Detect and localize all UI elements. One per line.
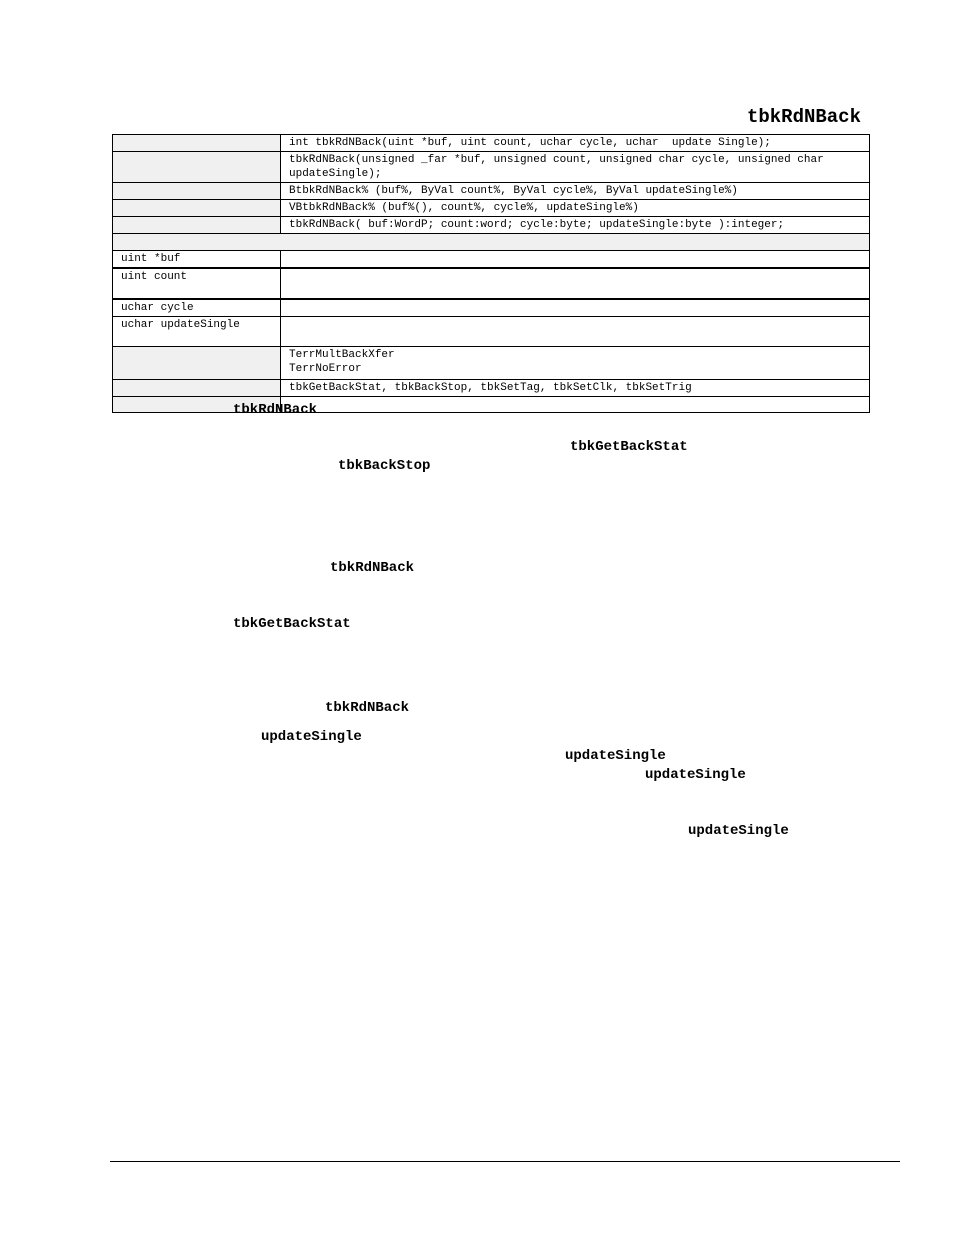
parameter-reference: updateSingle (645, 767, 746, 783)
table-separator-row (113, 234, 870, 251)
param-name: uint count (113, 268, 281, 299)
function-reference-table (112, 134, 870, 413)
row-label (113, 347, 281, 380)
return-value: TerrNoError (289, 363, 362, 375)
function-reference: tbkRdNBack (325, 700, 410, 716)
row-label (113, 217, 281, 234)
function-reference: tbkBackStop (338, 458, 431, 474)
row-label (113, 183, 281, 200)
param-description (281, 251, 870, 269)
return-values (281, 347, 870, 380)
param-description (281, 299, 870, 317)
delphi-prototype: tbkRdNBack( buf:WordP; count:word; cycle:byte; updateSingle:byte ):integer; (281, 217, 870, 234)
param-name: uint *buf (113, 251, 281, 269)
table-row (113, 317, 870, 347)
table-row (113, 183, 870, 200)
table-row (113, 217, 870, 234)
page-title: tbkRdNBack (746, 106, 861, 128)
table-row (113, 299, 870, 317)
table-row (113, 397, 870, 413)
function-reference: tbkGetBackStat (570, 439, 688, 455)
function-reference: tbkRdNBack (233, 402, 318, 418)
param-name: uchar updateSingle (113, 317, 281, 347)
table-row (113, 251, 870, 269)
function-reference: tbkGetBackStat (233, 616, 351, 632)
row-label (113, 200, 281, 217)
pascal-prototype: tbkRdNBack(unsigned _far *buf, unsigned count, unsigned char cycle, unsigned char updateSingle); (281, 152, 870, 183)
empty-cell (281, 397, 870, 413)
table-row (113, 152, 870, 183)
row-label (113, 152, 281, 183)
parameter-reference: updateSingle (261, 729, 362, 745)
param-description (281, 268, 870, 299)
footer-divider (110, 1161, 900, 1162)
parameter-reference: updateSingle (688, 823, 789, 839)
row-label (113, 380, 281, 397)
row-label (113, 135, 281, 152)
function-reference: tbkRdNBack (330, 560, 415, 576)
param-name: uchar cycle (113, 299, 281, 317)
c-prototype: int tbkRdNBack(uint *buf, uint count, uchar cycle, uchar update Single); (281, 135, 870, 152)
table-row (113, 135, 870, 152)
table-row (113, 380, 870, 397)
qb-prototype: BtbkRdNBack% (buf%, ByVal count%, ByVal cycle%, ByVal updateSingle%) (281, 183, 870, 200)
table-row (113, 200, 870, 217)
parameter-reference: updateSingle (565, 748, 666, 764)
return-value: TerrMultBackXfer (289, 349, 395, 361)
vb-prototype: VBtbkRdNBack% (buf%(), count%, cycle%, updateSingle%) (281, 200, 870, 217)
see-also: tbkGetBackStat, tbkBackStop, tbkSetTag, tbkSetClk, tbkSetTrig (281, 380, 870, 397)
param-description (281, 317, 870, 347)
table-row (113, 268, 870, 299)
table-row (113, 347, 870, 380)
